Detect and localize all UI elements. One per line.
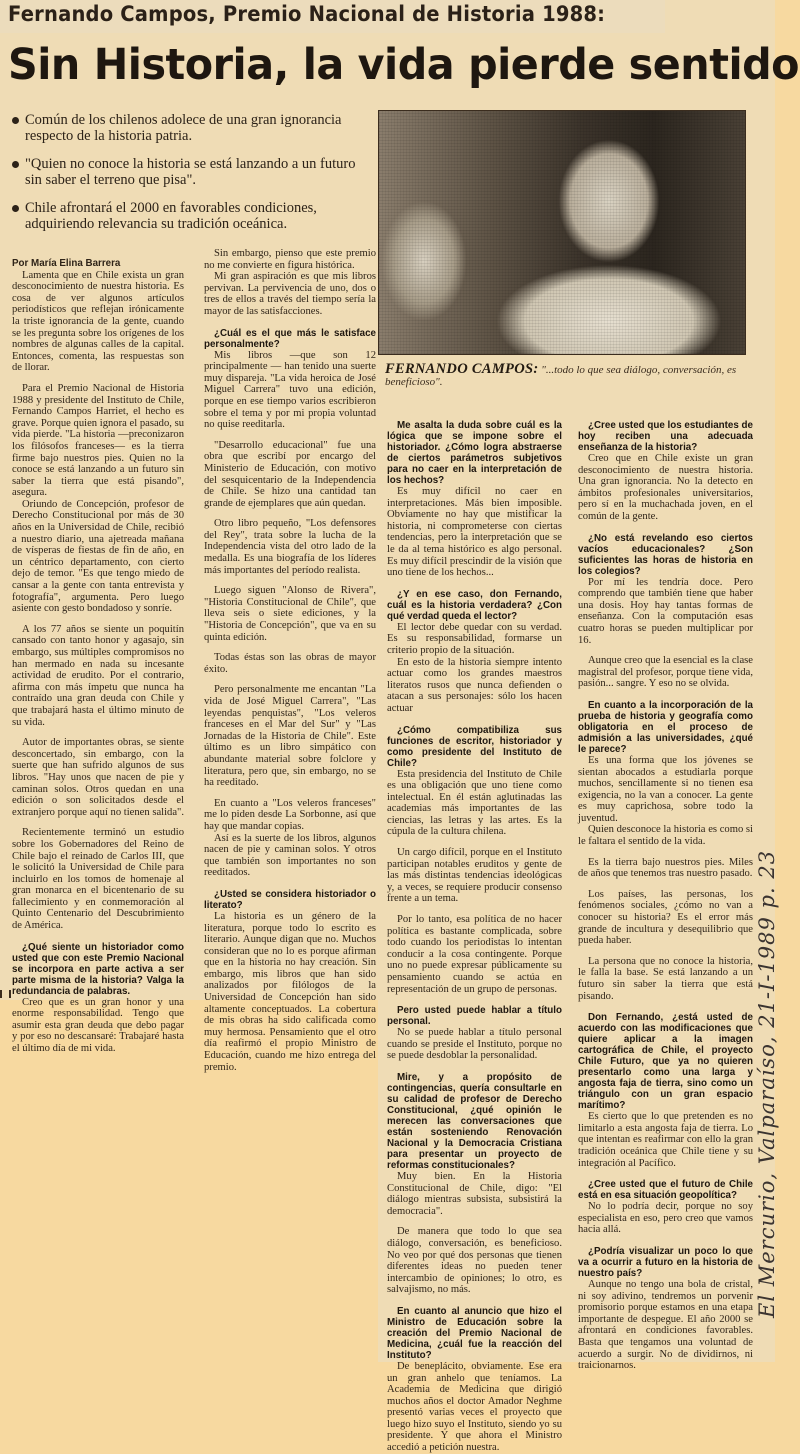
interview-answer: Creo que en Chile existe un gran desconocimiento de nuestra historia. Una gran ignorancia. No la detecto en ámbitos profesionales universitarios, pero sí en la muchachada joven, en el común de la gente. xyxy=(578,453,753,522)
paragraph: Oriundo de Concepción, profesor de Derecho Constitucional por más de 30 años en la Universidad de Chile, recibió a nuestro diario, una ajetreada mañana de vísperas de fiestas de fin de año, en un céntrico departamento, con cierto dejo de temor. "Es que tengo miedo de cansar a la gente con tanta entrevista y fotografía", argumenta. Pero luego asiente con gesto bondadoso y sonríe. xyxy=(12,498,184,615)
interview-question: Pero usted puede hablar a título personal. xyxy=(387,1005,562,1028)
clipping-mark xyxy=(0,990,11,998)
paragraph: "Desarrollo educacional" fue una obra que escribí por encargo del Ministerio de Educación, con motivo del sesquicentario de la Independencia de Chile. Se hizo una cantidad tan grande de ejemplares que aún quedan. xyxy=(204,439,376,509)
interview-question: En cuanto a la incorporación de la prueba de historia y geografía como obligatoria en el proceso de admisión a las universidades, ¿qué le parece? xyxy=(578,699,753,755)
interview-question: ¿Cuál es el que más le satisface personalmente? xyxy=(204,327,376,350)
interview-question: ¿Cree usted que el futuro de Chile está en esa situación geopolítica? xyxy=(578,1179,753,1202)
interview-question: En cuanto al anuncio que hizo el Ministro de Educación sobre la creación del Premio Nacional de Medicina, ¿cuál fue la reacción del Instituto? xyxy=(387,1305,562,1361)
interview-answer: De beneplácito, obviamente. Ese era un gran anhelo que teníamos. La Academia de Medicina que dirigió muchos años el doctor Amador Neghme presentó varias veces el proyecto que luego hizo suyo el Instituto, siendo yo su presidente. Y que ahora el Ministro accedió a petición nuestra. xyxy=(387,1360,562,1454)
article-column-2 xyxy=(204,248,376,1073)
paragraph: Todas éstas son las obras de mayor éxito. xyxy=(204,652,376,675)
paragraph: Así es la suerte de los libros, algunos nacen de pie y caminan solos. Y otros que también son importantes no son reeditados. xyxy=(204,832,376,879)
interview-answer: Los países, las personas, los fenómenos sociales, ¿cómo no van a conocer su historia? Es el error más grande de incultura y desequilibrio que pueda haber. xyxy=(578,888,753,947)
caption-quote: "...todo lo que sea diálogo, conversación, es beneficioso". xyxy=(385,364,737,388)
caption-name: FERNANDO CAMPOS: xyxy=(385,361,539,377)
summary-bullet xyxy=(12,156,372,188)
interview-answer: En esto de la historia siempre intento actuar como los grandes maestros literatos rusos que nunca defienden o atacan a sus personajes: sólo los hacen actuar xyxy=(387,656,562,714)
interview-answer: Es la tierra bajo nuestros pies. Miles de años que tenemos tras nuestro pasado. xyxy=(578,856,753,880)
handwritten-source-note: El Mercurio, Valparaíso, 21-I-1989 p. 23 xyxy=(755,849,779,1318)
interview-answer: La persona que no conoce la historia, le falla la base. Se está lanzando a un futuro sin saber la tierra que está pisando. xyxy=(578,955,753,1002)
interview-answer: De manera que todo lo que sea diálogo, conversación, es beneficioso. No veo por qué dos personas que tienen diferentes ideas no pueden tener intercambio de opiniones; lo otro, es salvajismo, no más. xyxy=(387,1226,562,1296)
interview-answer: Esta presidencia del Instituto de Chile es una obligación que uno tiene como intelectual. En él están aglutinadas las academias más importantes de las ciencias, las letras y las artes. Es la cúpula de la cultura chilena. xyxy=(387,768,562,838)
paragraph: Recientemente terminó un estudio sobre los Gobernadores del Reino de Chile bajo el reinado de Carlos III, que le solicitó la Universidad de Chile para incluirlo en los tomos de homenaje al gran monarca en el bicentenario de su fallecimiento y en conmemoración al Quinto Centenario del Descubrimiento de América. xyxy=(12,827,184,932)
summary-bullets xyxy=(12,112,372,244)
interview-question: Don Fernando, ¿está usted de acuerdo con las modificaciones que quiere aplicar a la imagen cartográfica de Chile, el proyecto Chile Futuro, que ya no quieren presentarlo como una larga y angosta faja de tierra, sino como un triángulo con un gran espacio marítimo? xyxy=(578,1012,753,1112)
interview-question: ¿Cree usted que los estudiantes de hoy reciben una adecuada enseñanza de la historia? xyxy=(578,420,753,453)
bullet-icon xyxy=(12,161,19,168)
interview-question: ¿Cómo compatibiliza sus funciones de escritor, historiador y como presidente del Instituto de Chile? xyxy=(387,724,562,769)
interview-answer: Es muy difícil no caer en interpretaciones. Más bien imposible. Obviamente no hay que mistificar la historia, ni comprometerse con ciertas tendencias, pero la interpretación que se le da al tema histórico es algo personal. Es muy difícil prescindir de la visión que uno tiene de los hechos... xyxy=(387,486,562,579)
interview-answer: Aunque creo que la esencial es la clase magistral del profesor, porque tiene vida, pasión... sangre. Y eso no se olvida. xyxy=(578,655,754,690)
interview-question: ¿No está revelando eso ciertos vacíos educacionales? ¿Son suficientes las horas de historia en los colegios? xyxy=(578,532,753,577)
interview-answer: Es una forma que los jóvenes se sientan abocados a estudiarla porque muchos, sencillamente si no tienen esa exigencia, no la van a conocer. La gente es muy caprichosa, sobre todo la juventud. xyxy=(578,754,753,824)
interview-answer: La historia es un género de la literatura, porque todo lo escrito es literario. Aunque digan que no. Muchos consideran que no lo es porque afirman que en la historia no hay creación. Sin embargo, mis libros que han sido analizados por filólogos de la Universidad de Concepción han sido altamente conceptuados. La cobertura de mis obras ha sido calificada como muy hermosa. Pensamiento que el otro día reafirmó el propio Ministro de Educación, cuando me hizo entrega del premio. xyxy=(204,910,376,1073)
interview-answer: Por mí les tendría doce. Pero comprendo que también tiene que haber una dosis. Hoy hay tantas formas de enseñanza. Con la computación esas cuatro horas se pueden multiplicar por 16. xyxy=(578,576,753,646)
interview-question: ¿Qué siente un historiador como usted que con este Premio Nacional se incorpora en parte activa a ser parte misma de la historia? Valga la redundancia de palabras. xyxy=(12,941,184,997)
interview-answer: No lo podría decir, porque no soy especialista en eso, pero creo que vamos hacia allá. xyxy=(578,1201,753,1236)
paragraph: Sin embargo, pienso que este premio no me convierte en figura histórica. xyxy=(204,248,376,271)
article-column-4 xyxy=(578,410,753,1372)
interview-answer: Un cargo difícil, porque en el Instituto participan notables eruditos y gente de las más distintas tendencias ideológicas y, a veces, se requiere producir consenso frente a un tema. xyxy=(387,847,562,905)
bullet-text: "Quien no conoce la historia se está lanzando a un futuro sin saber el terreno que pisa". xyxy=(25,156,356,188)
interview-question: Mire, y a propósito de contingencias, quería consultarle en su calidad de profesor de Derecho Constitucional, ¿qué opinión le merecen las conversaciones que están sosteniendo Renovación Nacional y la Democracia Cristiana para presentar un proyecto de reformas constitucionales? xyxy=(387,1071,562,1171)
interview-answer: Quien desconoce la historia es como si le faltara el sentido de la vida. xyxy=(578,824,753,848)
bullet-icon xyxy=(12,117,19,124)
summary-bullet xyxy=(12,200,372,232)
interview-question: Me asalta la duda sobre cuál es la lógica que se impone sobre el historiador. ¿Cómo logra abstraerse de ciertos parámetros subjetivos para no caer en la interpretación de los hechos? xyxy=(387,420,562,486)
interview-answer: Creo que es un gran honor y una enorme responsabilidad. Tengo que asumir esta gran deuda que debo pagar y por eso no descansaré: Trabajaré hasta el último día de mi vida. xyxy=(12,996,184,1055)
paragraph: Otro libro pequeño, "Los defensores del Rey", trata sobre la lucha de la Independencia vista del otro lado de la medalla. Es una biografía de los líderes más importantes del período realista. xyxy=(204,518,376,576)
paragraph: Mis libros —que son 12 principalmente — han tenido una suerte muy dispareja. "La vida heroica de José Miguel Carrera" tuvo una edición, porque en ese tiempo varios escribieron sobre el tema y por mi propia voluntad no quise reeditarla. xyxy=(204,349,376,431)
interview-answer: Muy bien. En la Historia Constitucional de Chile, digo: "El diálogo mientras subsista, subsistirá la democracia". xyxy=(387,1170,562,1217)
bullet-text: Común de los chilenos adolece de una gran ignorancia respecto de la historia patria. xyxy=(25,112,342,144)
article-column-1 xyxy=(12,258,184,1055)
interview-answer: Aunque no tengo una bola de cristal, ni soy adivino, tendremos un porvenir promisorio porque estamos en una etapa importante de despegue. El año 2000 se afrontará en condiciones favorables. Basta que tengamos una voluntad de acuerdo a surgir. No de dividirnos, ni traicionarnos. xyxy=(578,1278,753,1372)
paragraph: A los 77 años se siente un poquitín cansado con tanto honor y agasajo, sin embargo, sus múltiples compromisos no han mermado en nada su incesante actividad de erudito. Por el contrario, afirma con más ímpetu que nunca ha contraído una gran deuda con Chile y que trabajará hasta el último minuto de su vida. xyxy=(12,623,184,728)
summary-bullet xyxy=(12,112,372,144)
interview-answer: El lector debe quedar con su verdad. Es su responsabilidad, formarse un criterio propio de la situación. xyxy=(387,621,562,656)
interview-question: ¿Usted se considera historiador o literato? xyxy=(204,888,376,911)
bullet-icon xyxy=(12,205,19,212)
byline: Por María Elina Barrera xyxy=(12,258,121,269)
interview-question: ¿Y en ese caso, don Fernando, cuál es la historia verdadera? ¿Con qué verdad queda el lector? xyxy=(387,588,562,622)
paragraph: Lamenta que en Chile exista un gran desconocimiento de nuestra historia. Es cosa de ver algunos artículos periodísticos que reflejan irónicamente la triste ignorancia de la gente, cuando se les pregunta sobre los orígenes de los nombres de algunas calles de la capital. Entonces, comenta, las respuestas son de llorar. xyxy=(12,269,184,374)
interview-question: ¿Podría visualizar un poco lo que va a ocurrir a futuro en la historia de nuestro país? xyxy=(578,1245,753,1279)
portrait-photo xyxy=(378,110,746,355)
kicker: Fernando Campos, Premio Nacional de Historia 1988: xyxy=(8,2,606,26)
interview-answer: No se puede hablar a título personal cuando se preside el Instituto, porque no se puede desdoblar la personalidad. xyxy=(387,1027,562,1062)
halftone-texture xyxy=(379,111,745,354)
interview-answer: Es cierto que lo que pretenden es no limitarlo a esta angosta faja de tierra. Lo que intentan es reafirmar con ello la gran tradición oceánica que Chile tiene y su integración al Pacífico. xyxy=(578,1111,753,1169)
paragraph: En cuanto a "Los veleros franceses" me lo piden desde La Sorbonne, así que hay que mandar copias. xyxy=(204,797,376,832)
paragraph: Luego siguen "Alonso de Rivera", "Historia Constitucional de Chile", que lleva seis o siete ediciones, y la "Historia de Concepción", que va en su quinta edición. xyxy=(204,585,376,643)
bullet-text: Chile afrontará el 2000 en favorables condiciones, adquiriendo relevancia su tradición oceánica. xyxy=(25,200,317,232)
paragraph: Para el Premio Nacional de Historia 1988 y presidente del Instituto de Chile, Fernando Campos Harriet, el hecho es grave. Porque quien ignora el pasado, su vida pierde. "La historia —preconizaron los filósofos franceses— es la tierra firme bajo nuestros pies. Quien no la conoce se está lanzando a un futuro sin saber la tierra que está pisando", asegura. xyxy=(12,382,184,499)
paragraph: Autor de importantes obras, se siente desconcertado, sin embargo, con la suerte que han sufrido algunos de sus libros. "Hay unos que nacen de pie y caminan solos. Otros quedan en una edición o son solicitados desde el extranjero porque aquí no tienen salida". xyxy=(12,737,184,818)
paragraph: Mi gran aspiración es que mis libros pervivan. La pervivencia de uno, dos o tres de ellos a través del tiempo sería la mayor de las satisfacciones. xyxy=(204,271,376,317)
interview-answer: Por lo tanto, esa política de no hacer política es bastante complicada, sobre todo cuando los periodistas lo intentan conducir a la cosa contingente. Porque uno no puede expresar públicamente su pensamiento cuando se actúa en representación de un grupo de personas. xyxy=(387,914,562,995)
headline: Sin Historia, la vida pierde sentido xyxy=(8,40,800,90)
article-column-3 xyxy=(387,410,562,1454)
paragraph: Pero personalmente me encantan "La vida de José Miguel Carrera", "Las leyendas penquistas", "Los veleros franceses en el Mar del Sur" y "Las Jornadas de la Historia de Chile". Este último es un libro simpático con abundante material sobre folclore y literatura, pero que, sin embargo, no se ha reeditado. xyxy=(204,684,376,789)
photo-caption xyxy=(385,363,745,388)
